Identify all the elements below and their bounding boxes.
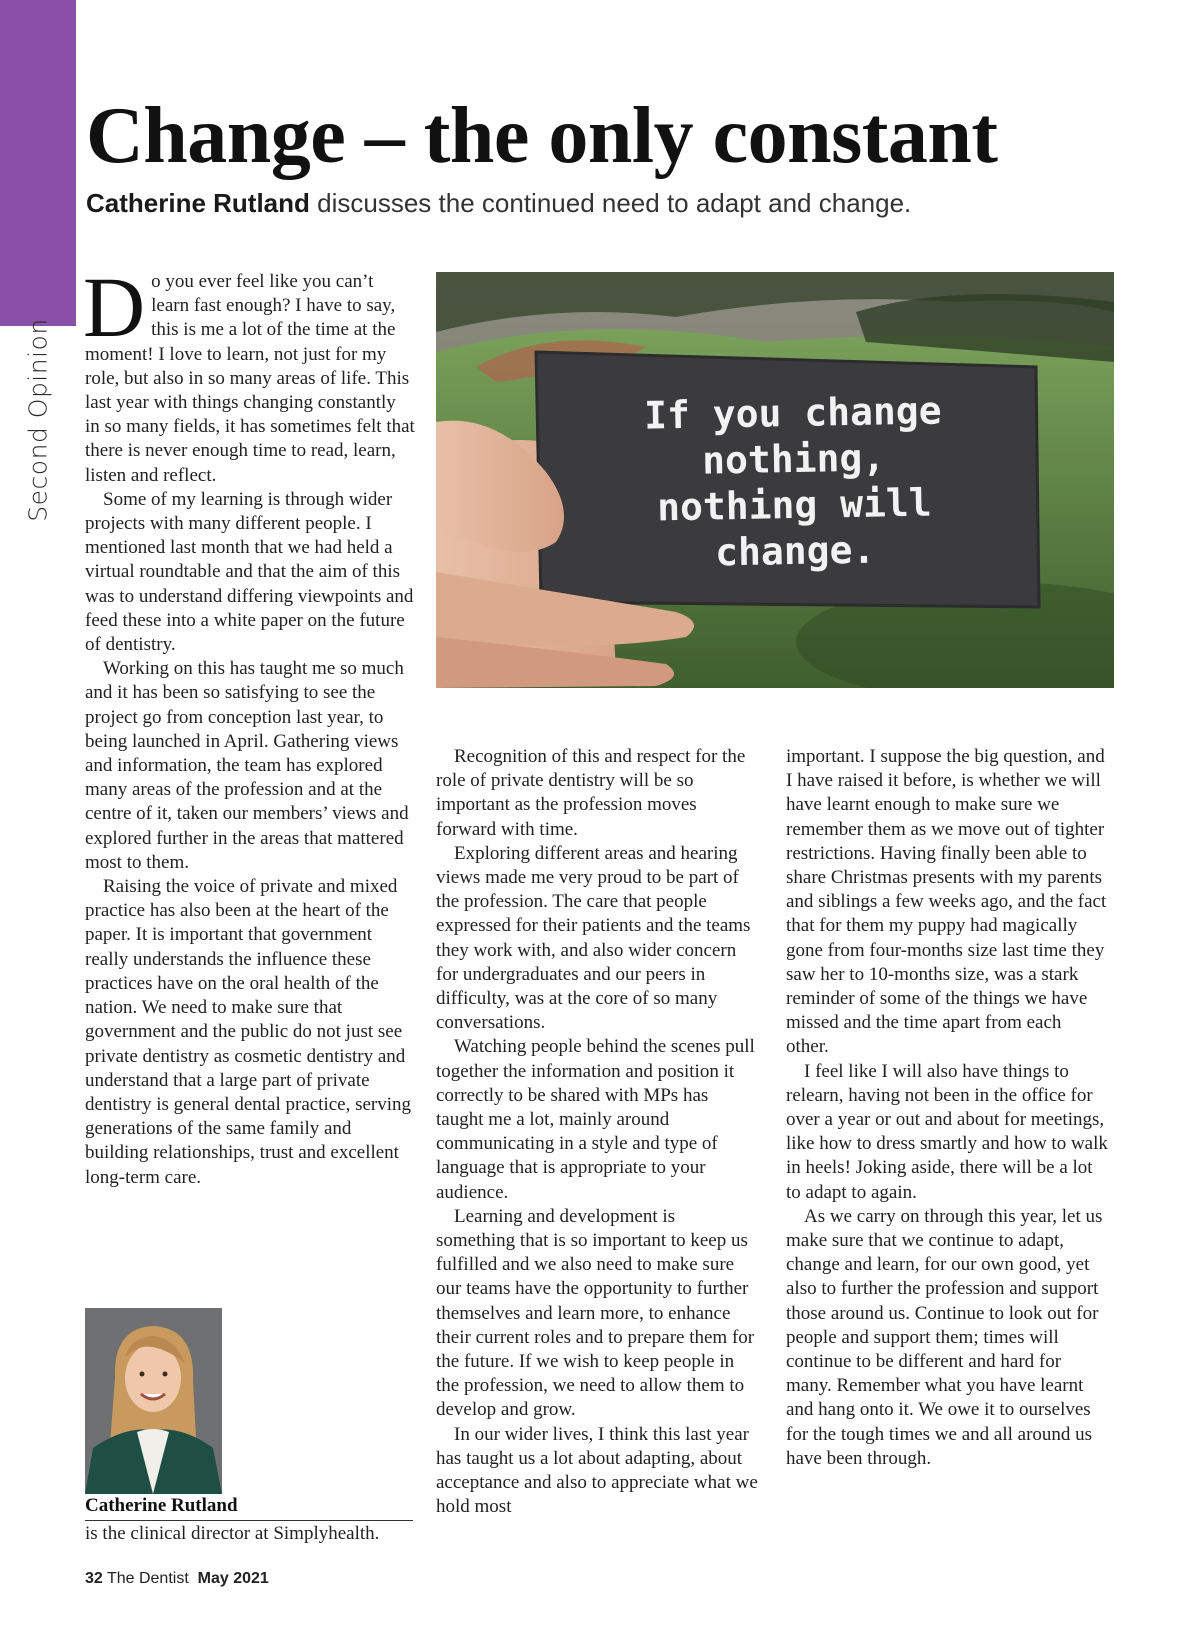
section-label: Second Opinion xyxy=(23,318,53,522)
feature-photo xyxy=(436,272,1114,688)
portrait-illustration xyxy=(85,1308,222,1494)
drop-cap: D xyxy=(83,259,146,355)
body-paragraph: Do you ever feel like you can’t learn fast enough? I have to say, this is me a lot of the time at the moment! I love to learn, not just for my role, but also in so many areas of life. This last year with things changing constantly in so many fields, it has sometimes felt that there is never enough time to read, learn, listen and reflect. xyxy=(83,259,415,486)
body-paragraph: Learning and development is something that is so important to keep us fulfilled and we also need to make sure our teams have the opportunity to further themselves and learn more, to enhance their current roles and to prepare them for the future. If we wish to keep people in the profession, we need to allow them to develop and grow. xyxy=(436,1205,755,1421)
issue-date: May 2021 xyxy=(197,1570,269,1587)
section-color-bar xyxy=(0,0,76,326)
body-paragraph: Raising the voice of private and mixed practice has also been at the heart of the paper. It is important that government really understands the influence these practices have on the oral health of the nation. We need to make sure that government and the public do not just see private dentistry as cosmetic dentistry and understand that a large part of private dentistry is general dental practice, serving generations of the same family and building relationships, trust and excellent long-term care. xyxy=(85,876,412,1188)
body-paragraph: In our wider lives, I think this last year has taught us a lot about adapting, about acceptance and also to appreciate what we hold most xyxy=(436,1423,758,1518)
page-footer xyxy=(85,1570,269,1588)
caption-role: is the clinical director at Simplyhealth. xyxy=(85,1523,380,1544)
body-paragraph: I feel like I will also have things to relearn, having not been in the office for over a year or out and about for meetings, like how to dress smartly and how to walk in heels! Joking aside, there will be a lot to adapt to again. xyxy=(786,1060,1108,1203)
caption-name: Catherine Rutland xyxy=(85,1494,413,1521)
author-portrait xyxy=(85,1308,222,1494)
body-paragraph: important. I suppose the big question, and I have raised it before, is whether we will have learnt enough to make sure we remember them as we move out of tighter restrictions. Having finally been able to share Christmas presents with my parents and siblings a few weeks ago, and the fact that for them my puppy had magically gone from four-months size last time they saw her to 10-months size, was a stark reminder of some of the things we have missed and the time apart from each other. xyxy=(786,746,1107,1058)
body-paragraph: Recognition of this and respect for the role of private dentistry will be so important as the profession moves forward with time. xyxy=(436,746,746,840)
quote-on-card: If you change nothing, nothing will change. xyxy=(643,388,942,575)
body-paragraph: Watching people behind the scenes pull together the information and position it correctly to be shared with MPs has taught me a lot, mainly around communicating in a style and type of language that is appropriate to your audience. xyxy=(436,1036,755,1203)
body-paragraph: Exploring different areas and hearing views made me very proud to be part of the profession. The care that people expressed for their patients and the teams they work with, and also wider concern for undergraduates and our peers in difficulty, was at the core of so many conversations. xyxy=(436,842,751,1034)
body-paragraph: Some of my learning is through wider projects with many different people. I mentioned last month that we had held a virtual roundtable and that the aim of this was to understand differing viewpoints and feed these into a white paper on the future of dentistry. xyxy=(85,488,414,656)
body-column-1 xyxy=(83,259,415,1190)
body-paragraph: As we carry on through this year, let us make sure that we continue to adapt, change and learn, for our own good, yet also to further the profession and support those around us. Continue to look out for people and support them; times will continue to be different and hard for many. Remember what you have learnt and hang onto it. We owe it to ourselves for the tough times we and all around us have been through. xyxy=(786,1205,1103,1469)
standfirst-author: Catherine Rutland xyxy=(86,188,310,218)
article-title: Change – the only constant xyxy=(86,92,998,180)
page-number: 32 xyxy=(85,1570,103,1587)
article-standfirst xyxy=(86,186,911,220)
magazine-name: The Dentist xyxy=(106,1570,189,1587)
body-column-2 xyxy=(436,745,758,1520)
body-paragraph: Working on this has taught me so much and it has been so satisfying to see the project go from conception last year, to being launched in April. Gathering views and information, the team has explored many areas of the profession and at the centre of it, taken our members’ views and explored further in the areas that mattered most to them. xyxy=(85,658,409,873)
body-column-3 xyxy=(786,745,1108,1471)
standfirst-text: discusses the continued need to adapt and change. xyxy=(309,188,912,218)
